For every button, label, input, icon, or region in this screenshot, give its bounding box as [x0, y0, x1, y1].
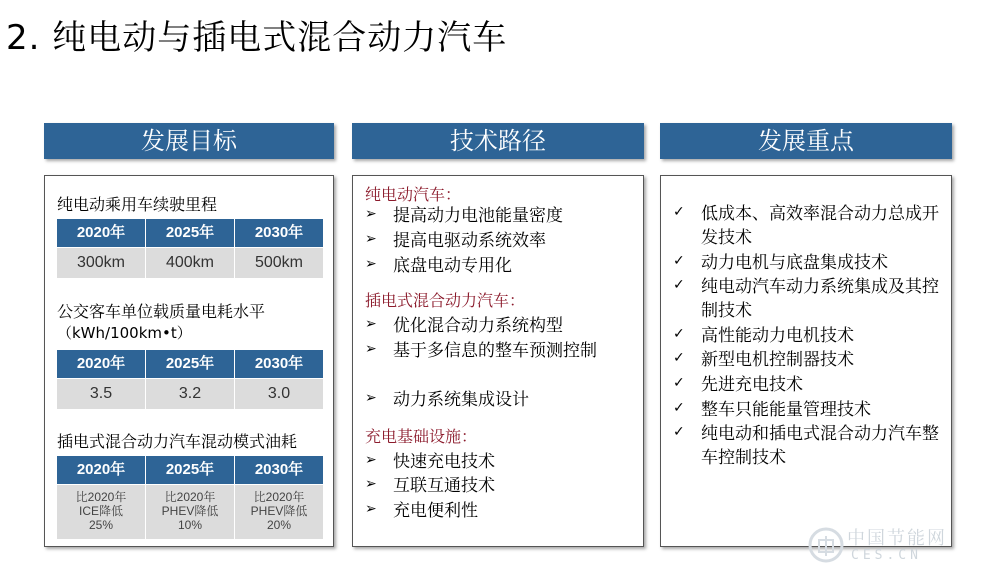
list-item: ➢ 动力系统集成设计 [365, 390, 529, 410]
list-item: ➢ 提高电驱动系统效率 [365, 231, 546, 251]
goal-2-subtitle: （kWh/100km•t） [57, 324, 192, 342]
year-cell: 2030年 [235, 456, 323, 484]
list-item: ➢ 优化混合动力系统构型 [365, 316, 563, 336]
path-group-heading: 插电式混合动力汽车： [365, 291, 526, 310]
value-line: 比2020年 [253, 490, 305, 504]
value-line: 25% [88, 518, 114, 532]
value-cell: 300km [57, 248, 145, 278]
value-cell [235, 485, 323, 539]
value-cell: 3.5 [57, 379, 145, 409]
list-item: ✓ 纯电动和插电式混合动力汽车整车控制技术 [673, 424, 939, 468]
goal-3-table [57, 456, 323, 539]
list-item: ✓ 新型电机控制器技术 [673, 350, 854, 370]
value-line: 比2020年 [164, 490, 216, 504]
value-cell [146, 485, 234, 539]
value-line: 20% [266, 518, 292, 532]
path-group-heading: 纯电动汽车： [365, 185, 462, 204]
list-item: ✓ 整车只能能量管理技术 [673, 400, 871, 420]
paths-panel [352, 175, 644, 547]
check-icon: ✓ [673, 375, 685, 391]
focus-panel [660, 175, 952, 547]
arrow-bullet-icon: ➢ [365, 341, 377, 357]
goal-1-title: 纯电动乘用车续驶里程 [57, 195, 218, 214]
year-cell: 2020年 [57, 456, 145, 484]
header-paths: 技术路径 [352, 123, 644, 159]
value-line: 10% [177, 518, 203, 532]
goal-1-table [57, 219, 323, 278]
arrow-bullet-icon: ➢ [365, 390, 377, 406]
arrow-bullet-icon: ➢ [365, 206, 377, 222]
check-icon: ✓ [673, 204, 685, 220]
list-item: ➢ 快速充电技术 [365, 452, 495, 472]
check-icon: ✓ [673, 350, 685, 366]
check-icon: ✓ [673, 277, 685, 293]
list-item: ➢ 底盘电动专用化 [365, 256, 512, 276]
watermark [807, 522, 967, 570]
list-item: ✓ 先进充电技术 [673, 375, 803, 395]
ces-logo-icon [807, 526, 845, 564]
arrow-bullet-icon: ➢ [365, 231, 377, 247]
page-title: 2. 纯电动与插电式混合动力汽车 [6, 18, 508, 58]
year-cell: 2025年 [146, 350, 234, 378]
check-icon: ✓ [673, 326, 685, 342]
arrow-bullet-icon: ➢ [365, 256, 377, 272]
check-icon: ✓ [673, 253, 685, 269]
header-focus: 发展重点 [660, 123, 952, 159]
list-item: ➢ 基于多信息的整车预测控制 [365, 341, 597, 361]
check-icon: ✓ [673, 424, 685, 440]
goal-2-title: 公交客车单位载质量电耗水平 [57, 302, 266, 321]
list-item: ➢ 互联互通技术 [365, 476, 495, 496]
arrow-bullet-icon: ➢ [365, 316, 377, 332]
watermark-site: CES.CN [851, 548, 922, 563]
list-item: ✓ 纯电动汽车动力系统集成及其控制技术 [673, 277, 939, 321]
year-cell: 2020年 [57, 219, 145, 247]
list-item: ➢ 提高动力电池能量密度 [365, 206, 563, 226]
year-cell: 2025年 [146, 456, 234, 484]
arrow-bullet-icon: ➢ [365, 452, 377, 468]
value-cell: 500km [235, 248, 323, 278]
list-item: ✓ 低成本、高效率混合动力总成开发技术 [673, 204, 939, 248]
year-cell: 2020年 [57, 350, 145, 378]
value-cell: 3.0 [235, 379, 323, 409]
goal-3-title: 插电式混合动力汽车混动模式油耗 [57, 432, 298, 451]
value-cell: 400km [146, 248, 234, 278]
year-cell: 2025年 [146, 219, 234, 247]
path-group-heading: 充电基础设施： [365, 427, 478, 446]
value-line: ICE降低 [78, 504, 123, 518]
value-cell [57, 485, 145, 539]
list-item: ✓ 高性能动力电机技术 [673, 326, 854, 346]
list-item: ➢ 充电便利性 [365, 501, 478, 521]
year-cell: 2030年 [235, 219, 323, 247]
arrow-bullet-icon: ➢ [365, 476, 377, 492]
value-line: PHEV降低 [250, 504, 308, 518]
list-item: ✓ 动力电机与底盘集成技术 [673, 253, 888, 273]
watermark-name: 中国节能网 [847, 528, 947, 549]
year-cell: 2030年 [235, 350, 323, 378]
arrow-bullet-icon: ➢ [365, 501, 377, 517]
goals-panel [44, 175, 334, 547]
value-line: 比2020年 [75, 490, 127, 504]
check-icon: ✓ [673, 400, 685, 416]
goal-2-table [57, 350, 323, 409]
header-goals: 发展目标 [44, 123, 334, 159]
value-line: PHEV降低 [161, 504, 219, 518]
value-cell: 3.2 [146, 379, 234, 409]
